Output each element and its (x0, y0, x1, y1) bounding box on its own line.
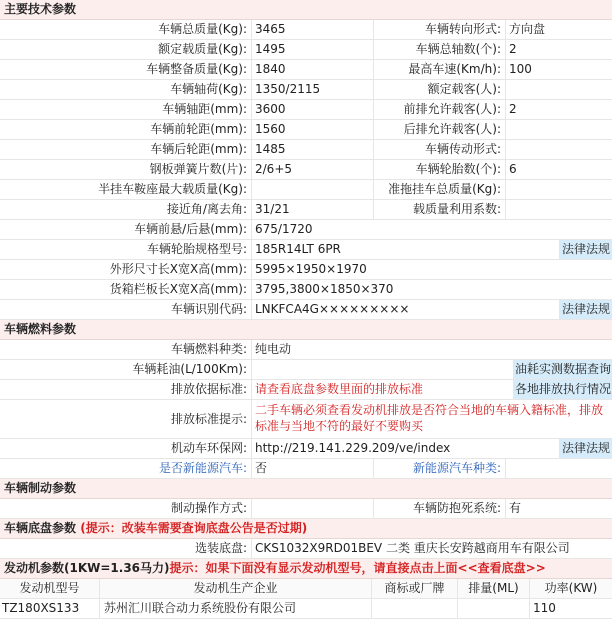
fuel-type-row (0, 340, 612, 360)
engine-col-brand: 商标或厂牌 (372, 579, 458, 598)
vin-row (0, 300, 612, 320)
new-energy-value: 否 (252, 459, 374, 478)
table-row (0, 120, 612, 140)
main-params-table (0, 20, 612, 220)
engine-displacement (458, 599, 530, 618)
param-value: 1560 (252, 120, 374, 139)
engine-table-header (0, 579, 612, 599)
vin-label: 车辆识别代码: (0, 300, 252, 319)
fuel-test-query-button[interactable]: 油耗实测数据查询 (514, 360, 612, 379)
table-row (0, 200, 612, 220)
engine-maker: 苏州汇川联合动力系统股份有限公司 (100, 599, 372, 618)
param-label: 钢板弹簧片数(片): (0, 160, 252, 179)
param-label: 载质量利用系数: (374, 200, 506, 219)
new-energy-row (0, 459, 612, 479)
table-row (0, 599, 612, 619)
vin-value: LNKFCA4G××××××××× (252, 300, 560, 319)
param-label: 车辆总轴数(个): (374, 40, 506, 59)
engine-col-displacement: 排量(ML) (458, 579, 530, 598)
env-site-label: 机动车环保网: (0, 439, 252, 458)
vin-law-button[interactable]: 法律法规 (560, 300, 612, 319)
param-value (506, 120, 612, 139)
engine-model: TZ180XS133 (0, 599, 100, 618)
tire-spec-row (0, 240, 612, 260)
cargo-box-label: 货箱栏板长X宽X高(mm): (0, 280, 252, 299)
param-value (506, 140, 612, 159)
overhang-label: 车辆前悬/后悬(mm): (0, 220, 252, 239)
emission-std-row (0, 380, 612, 400)
table-row (0, 80, 612, 100)
param-value: 1485 (252, 140, 374, 159)
table-row (0, 40, 612, 60)
abs-label: 车辆防抱死系统: (374, 499, 506, 518)
env-site-row (0, 439, 612, 459)
chassis-params-title: 车辆底盘参数 (4, 521, 77, 535)
param-label: 车辆轴距(mm): (0, 100, 252, 119)
new-energy-type-label: 新能源汽车种类: (374, 459, 506, 478)
param-value: 2/6+5 (252, 160, 374, 179)
cargo-box-row (0, 280, 612, 300)
param-value: 100 (509, 62, 532, 76)
tire-spec-label: 车辆轮胎规格型号: (0, 240, 252, 259)
param-label: 接近角/离去角: (0, 200, 252, 219)
param-value (506, 200, 612, 219)
param-value (252, 180, 374, 199)
param-label: 车辆总质量(Kg): (0, 20, 252, 39)
engine-params-header (0, 559, 612, 579)
param-value: 1350/2115 (252, 80, 374, 99)
engine-col-maker: 发动机生产企业 (100, 579, 372, 598)
emission-regional-button[interactable]: 各地排放执行情况 (514, 380, 612, 399)
table-row (0, 20, 612, 40)
param-value: 31/21 (252, 200, 374, 219)
brake-params-header (0, 479, 612, 499)
param-value: 1495 (252, 40, 374, 59)
chassis-params-header (0, 519, 612, 539)
main-params-title: 主要技术参数 (4, 2, 77, 16)
param-value: 方向盘 (509, 22, 546, 36)
brake-op-label: 制动操作方式: (0, 499, 252, 518)
param-label: 车辆整备质量(Kg): (0, 60, 252, 79)
fuel-type-value: 纯电动 (255, 342, 292, 356)
fuel-consumption-label: 车辆耗油(L/100Km): (0, 360, 252, 379)
fuel-params-title: 车辆燃料参数 (4, 322, 77, 336)
param-value: 6 (509, 162, 517, 176)
table-row (0, 60, 612, 80)
param-label: 准拖挂车总质量(Kg): (374, 180, 506, 199)
new-energy-label: 是否新能源汽车: (0, 459, 252, 478)
param-label: 车辆轮胎数(个): (374, 160, 506, 179)
tire-law-button[interactable]: 法律法规 (560, 240, 612, 259)
main-params-header (0, 0, 612, 20)
emission-tip-text: 二手车辆必须查看发动机排放是否符合当地的车辆入籍标准，排放标准与当地不符的最好不要购买 (255, 403, 604, 433)
param-label: 最高车速(Km/h): (374, 60, 506, 79)
param-value: 1840 (252, 60, 374, 79)
chassis-label: 选装底盘: (0, 539, 252, 558)
table-row (0, 140, 612, 160)
abs-value: 有 (509, 501, 522, 515)
brake-params-title: 车辆制动参数 (4, 481, 77, 495)
brake-op-value (252, 499, 374, 518)
engine-params-title: 发动机参数(1KW=1.36马力) (4, 561, 170, 575)
brake-row (0, 499, 612, 519)
dimensions-label: 外形尺寸长X宽X高(mm): (0, 260, 252, 279)
emission-std-label: 排放依据标准: (0, 380, 252, 399)
emission-std-link[interactable]: 请查看底盘参数里面的排放标准 (252, 380, 514, 399)
emission-tip-label: 排放标准提示: (0, 400, 252, 438)
param-value: 3600 (252, 100, 374, 119)
env-law-button[interactable]: 法律法规 (560, 439, 612, 458)
param-label: 车辆转向形式: (374, 20, 506, 39)
param-label: 车辆轴荷(Kg): (0, 80, 252, 99)
table-row (0, 160, 612, 180)
engine-power: 110 (533, 601, 556, 615)
chassis-link[interactable]: CKS1032X9RD01BEV 二类 重庆长安跨越商用车有限公司 (255, 541, 570, 555)
table-row (0, 100, 612, 120)
new-energy-type-value (506, 459, 612, 478)
cargo-box-value: 3795,3800×1850×370 (255, 282, 394, 296)
fuel-params-header (0, 320, 612, 340)
tire-spec-value: 185R14LT 6PR (252, 240, 560, 259)
overhang-row (0, 220, 612, 240)
chassis-row (0, 539, 612, 559)
param-label: 车辆传动形式: (374, 140, 506, 159)
engine-col-power: 功率(KW) (530, 579, 612, 598)
param-value (506, 80, 612, 99)
param-value: 2 (509, 102, 517, 116)
overhang-value: 675/1720 (255, 222, 313, 236)
param-label: 半挂车鞍座最大载质量(Kg): (0, 180, 252, 199)
engine-col-model: 发动机型号 (0, 579, 100, 598)
engine-brand (372, 599, 458, 618)
chassis-note: (提示：改装车需要查询底盘公告是否过期) (80, 521, 308, 535)
fuel-consumption-value (252, 360, 514, 379)
param-label: 额定载客(人): (374, 80, 506, 99)
engine-tip[interactable]: 提示：如果下面没有显示发动机型号，请直接点击上面<<查看底盘>> (169, 561, 546, 575)
table-row (0, 180, 612, 200)
param-label: 车辆后轮距(mm): (0, 140, 252, 159)
dimensions-value: 5995×1950×1970 (255, 262, 367, 276)
env-site-link[interactable]: http://219.141.229.209/ve/index (252, 439, 560, 458)
fuel-consumption-row (0, 360, 612, 380)
param-label: 后排允许载客(人): (374, 120, 506, 139)
param-value (506, 180, 612, 199)
param-label: 车辆前轮距(mm): (0, 120, 252, 139)
dimensions-row (0, 260, 612, 280)
emission-tip-row (0, 400, 612, 439)
param-value: 3465 (252, 20, 374, 39)
param-value: 2 (509, 42, 517, 56)
param-label: 前排允许载客(人): (374, 100, 506, 119)
param-label: 额定载质量(Kg): (0, 40, 252, 59)
fuel-type-label: 车辆燃料种类: (0, 340, 252, 359)
